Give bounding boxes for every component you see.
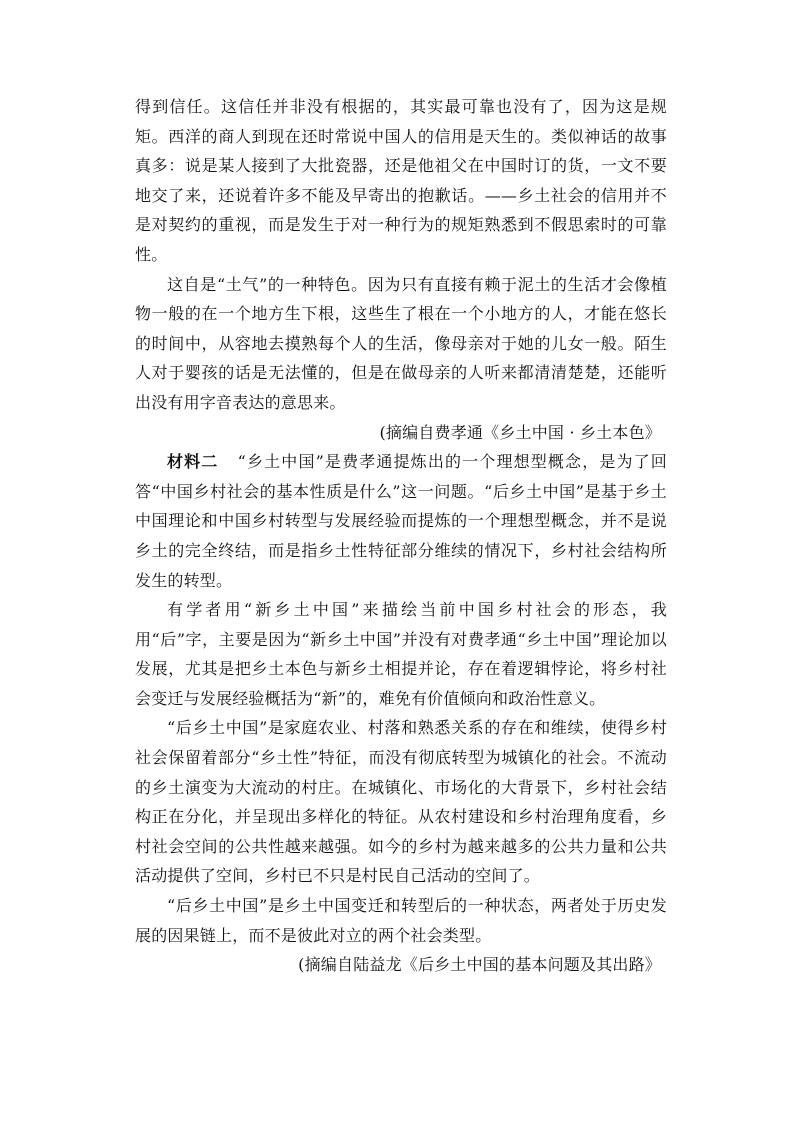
paragraph-text: “乡土中国”是费孝通提炼出的一个理想型概念，是为了回答“中国乡村社会的基本性质是什么”这一问题。“后乡土中国”是基于乡土中国理论和中国乡村转型与发展经验而提炼的一个理想型概念，并不是说乡土的完全终结，而是指乡土性特征部分维续的情况下，乡村社会结构所发生的转型。 [135,452,668,590]
paragraph: 这自是“土气”的一种特色。因为只有直接有赖于泥土的生活才会像植物一般的在一个地方生下根，这些生了根在一个小地方的人，才能在悠长的时间中，从容地去摸熟每个人的生活，像母亲对于她的儿女一般。陌生人对于婴孩的话是无法懂的，但是在做母亲的人听来都清清楚楚，还能听出没有用字音表达的意思来。 [135,274,667,412]
paragraph: 有学者用“新乡土中国”来描绘当前中国乡村社会的形态，我用“后”字，主要是因为“新乡土中国”并没有对费孝通“乡土中国”理论加以发展，尤其是把乡土本色与新乡土相提并论，存在着逻辑悖论，将乡村社会变迁与发展经验概括为“新”的，难免有价值倾向和政治性意义。 [135,600,667,708]
article-body [135,92,667,980]
source-citation: (摘编自陆益龙《后乡土中国的基本问题及其出路》 [298,955,661,975]
paragraph: “后乡土中国”是乡土中国变迁和转型后的一种状态，两者处于历史发展的因果链上，而不是彼此对立的两个社会类型。 [135,896,667,945]
paragraph: “后乡土中国”是家庭农业、村落和熟悉关系的存在和维续，使得乡村社会保留着部分“乡土性”特征，而没有彻底转型为城镇化的社会。不流动的乡土演变为大流动的村庄。在城镇化、市场化的大背景下，乡村社会结构正在分化，并呈现出多样化的特征。从农村建设和乡村治理角度看，乡村社会空间的公共性越来越强。如今的乡村为越来越多的公共力量和公共活动提供了空间，乡村已不只是村民自己活动的空间了。 [135,718,667,886]
source-citation: (摘编自费孝通《乡土中国 · 乡土本色》 [379,422,661,442]
material-label: 材料二 [167,452,219,472]
paragraph-continued: 得到信任。这信任并非没有根据的，其实最可靠也没有了，因为这是规矩。西洋的商人到现在还时常说中国人的信用是天生的。类似神话的故事真多：说是某人接到了大批瓷器，还是他祖父在中国时订的货，一文不要地交了来，还说着许多不能及早寄出的抱歉话。——乡土社会的信用并不是对契约的重视，而是发生于对一种行为的规矩熟悉到不假思索时的可靠性。 [135,97,667,264]
material-two-intro [135,447,667,595]
